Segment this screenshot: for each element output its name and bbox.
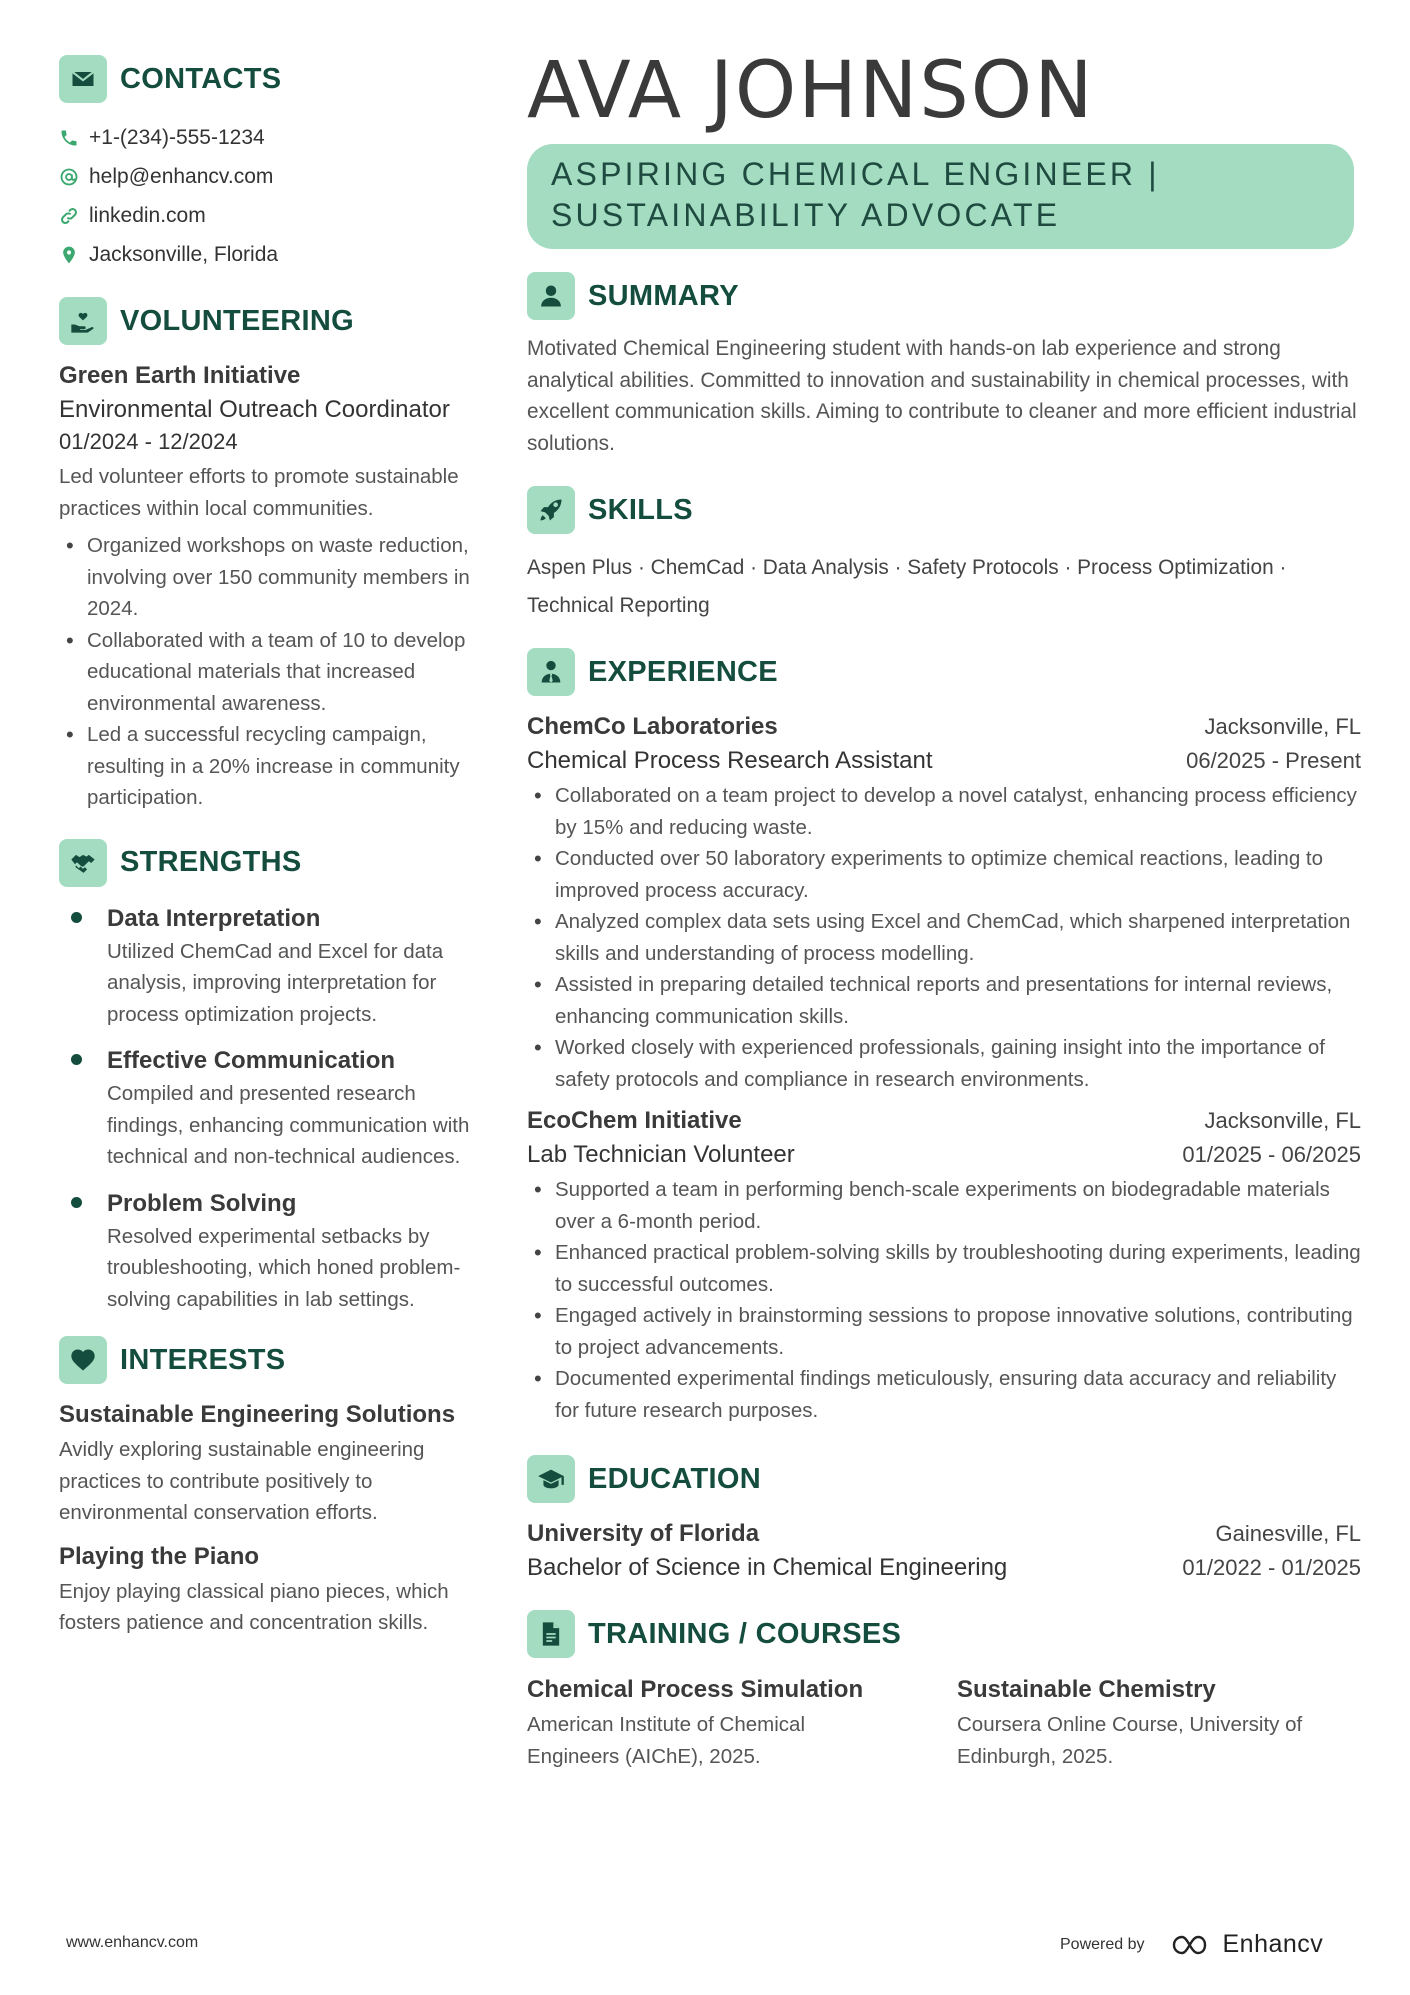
training-item — [957, 1673, 1361, 1772]
briefcase-user-icon — [527, 648, 575, 696]
rocket-icon — [527, 486, 575, 534]
summary-header — [527, 271, 1361, 321]
contact-location — [59, 235, 479, 274]
job-org: EcoChem Initiative — [527, 1107, 742, 1134]
hand-heart-icon — [59, 297, 107, 345]
skills-section — [527, 485, 1361, 625]
contact-phone-text: +1-(234)-555-1234 — [89, 125, 265, 149]
strength-text: Resolved experimental setbacks by troubleshooting, which honed problem-solving capabilities in lab settings. — [107, 1224, 461, 1311]
education-degree: Bachelor of Science in Chemical Engineering — [527, 1554, 1008, 1581]
interests-title: INTERESTS — [120, 1343, 286, 1376]
summary-text: Motivated Chemical Engineering student with hands-on lab experience and strong analytical abilities. Committed to innovation and sustainability in chemical processes, with excellent communication skills. Aiming to contribute to cleaner and more efficient industrial solutions. — [527, 337, 1357, 455]
volunteering-header — [59, 296, 479, 346]
training-item — [527, 1673, 957, 1772]
education-subheader-row — [527, 1553, 1361, 1583]
education-dates: 01/2022 - 01/2025 — [1182, 1555, 1361, 1580]
list-item: • Engaged actively in brainstorming sessions to propose innovative solutions, contributing to project advancements. — [527, 1300, 1361, 1363]
experience-header — [527, 647, 1361, 697]
job-subheader-row — [527, 746, 1361, 776]
interest-text: Avidly exploring sustainable engineering practices to contribute positively to environmental conservation efforts. — [59, 1438, 425, 1524]
education-header-row — [527, 1518, 1361, 1549]
enhancv-logo-text: Enhancv — [1222, 1930, 1324, 1958]
list-item: • Led a successful recycling campaign, resulting in a 20% increase in community participation. — [59, 719, 479, 814]
bullet-dot — [71, 912, 82, 923]
training-title: TRAINING / COURSES — [588, 1617, 902, 1650]
list-item: • Analyzed complex data sets using Excel and ChemCad, which sharpened interpretation skills and understanding of process modelling. — [527, 906, 1361, 969]
at-icon — [59, 167, 89, 187]
strength-text: Utilized ChemCad and Excel for data analysis, improving interpretation for process optimization projects. — [107, 939, 444, 1026]
summary-title: SUMMARY — [588, 279, 739, 312]
training-list — [527, 1673, 1361, 1772]
strength-title: Data Interpretation — [107, 904, 321, 932]
volunteering-section — [59, 296, 479, 814]
skills-header — [527, 485, 1361, 535]
job-bullets — [527, 780, 1361, 1095]
education-section — [527, 1454, 1361, 1583]
contact-email-text: help@enhancv.com — [89, 164, 274, 188]
job-header-row — [527, 1105, 1361, 1136]
contact-location-text: Jacksonville, Florida — [89, 242, 279, 266]
powered-by-label: Powered by — [1060, 1935, 1145, 1953]
training-item-text: Coursera Online Course, University of Edinburgh, 2025. — [957, 1713, 1303, 1768]
document-icon — [527, 1610, 575, 1658]
interests-header — [59, 1335, 479, 1385]
job-subheader-row — [527, 1140, 1361, 1170]
job-location: Jacksonville, FL — [1204, 714, 1361, 739]
volunteering-description: Led volunteer efforts to promote sustainable practices within local communities. — [59, 465, 459, 520]
training-item-title: Sustainable Chemistry — [957, 1676, 1216, 1703]
job-header-row — [527, 711, 1361, 742]
job-location: Jacksonville, FL — [1204, 1108, 1361, 1133]
list-item: • Enhanced practical problem-solving skills by troubleshooting during experiments, leading to successful outcomes. — [527, 1237, 1361, 1300]
volunteering-role: Environmental Outreach Coordinator — [59, 396, 450, 423]
link-icon — [59, 206, 89, 226]
location-icon — [59, 245, 89, 265]
graduation-cap-icon — [527, 1455, 575, 1503]
experience-job — [527, 1105, 1361, 1426]
strength-title: Problem Solving — [107, 1189, 297, 1217]
list-item: • Supported a team in performing bench-scale experiments on biodegradable materials over a 6-month period. — [527, 1174, 1361, 1237]
contacts-header — [59, 54, 479, 104]
contact-linkedin[interactable] — [59, 196, 479, 235]
strengths-section — [59, 838, 479, 1316]
list-item: • Worked closely with experienced professionals, gaining insight into the importance of safety protocols and compliance in research environments. — [527, 1032, 1361, 1095]
skills-text: Aspen Plus · ChemCad · Data Analysis · Safety Protocols · Process Optimization · Technical Reporting — [527, 556, 1287, 617]
headline-text: ASPIRING CHEMICAL ENGINEER | SUSTAINABILITY ADVOCATE — [551, 156, 1160, 233]
contacts-title: CONTACTS — [120, 62, 282, 95]
headline-banner — [527, 144, 1354, 249]
left-column — [59, 54, 479, 1639]
training-item-title: Chemical Process Simulation — [527, 1676, 864, 1703]
enhancv-logo[interactable] — [1171, 1930, 1324, 1959]
strength-item — [59, 902, 479, 1031]
job-org: ChemCo Laboratories — [527, 713, 778, 740]
job-dates: 06/2025 - Present — [1186, 748, 1361, 773]
list-item: • Collaborated on a team project to develop a novel catalyst, enhancing process efficiency by 15% and reducing waste. — [527, 780, 1361, 843]
contacts-section — [59, 54, 479, 274]
strength-text: Compiled and presented research findings, enhancing communication with technical and non-technical audiences. — [107, 1082, 470, 1168]
list-item: • Documented experimental findings meticulously, ensuring data accuracy and reliability for future research purposes. — [527, 1363, 1361, 1426]
experience-section — [527, 647, 1361, 1426]
heart-icon — [59, 1336, 107, 1384]
envelope-icon — [59, 55, 107, 103]
footer-branding — [1060, 1930, 1323, 1959]
list-item: • Assisted in preparing detailed technical reports and presentations for internal reviews, enhancing communication skills. — [527, 969, 1361, 1032]
footer-website[interactable]: www.enhancv.com — [66, 1934, 199, 1951]
job-dates: 01/2025 - 06/2025 — [1182, 1142, 1361, 1167]
skills-title: SKILLS — [588, 493, 693, 526]
contact-phone[interactable] — [59, 118, 479, 157]
user-icon — [527, 272, 575, 320]
contact-email[interactable] — [59, 157, 479, 196]
interest-title: Playing the Piano — [59, 1542, 260, 1570]
bullet-dot — [71, 1197, 82, 1208]
volunteering-bullets — [59, 530, 479, 814]
strengths-title: STRENGTHS — [120, 846, 302, 878]
right-column — [527, 46, 1361, 1772]
interests-section — [59, 1335, 479, 1639]
training-header — [527, 1609, 1361, 1659]
training-item-text: American Institute of Chemical Engineers (AIChE), 2025. — [527, 1713, 806, 1768]
strengths-header — [59, 838, 479, 888]
volunteering-dates: 01/2024 - 12/2024 — [59, 429, 238, 454]
handshake-icon — [59, 839, 107, 887]
list-item: • Organized workshops on waste reduction, involving over 150 community members in 2024. — [59, 530, 479, 625]
education-location: Gainesville, FL — [1215, 1521, 1361, 1546]
interest-title: Sustainable Engineering Solutions — [59, 1401, 456, 1428]
job-role: Chemical Process Research Assistant — [527, 747, 933, 774]
education-title: EDUCATION — [588, 1462, 761, 1495]
experience-title: EXPERIENCE — [588, 655, 778, 688]
interest-text: Enjoy playing classical piano pieces, which fosters patience and concentration skills. — [59, 1579, 449, 1634]
list-item: • Collaborated with a team of 10 to develop educational materials that increased environmental awareness. — [59, 625, 479, 720]
list-item: • Conducted over 50 laboratory experiments to optimize chemical reactions, leading to improved process accuracy. — [527, 843, 1361, 906]
training-section — [527, 1609, 1361, 1772]
job-bullets — [527, 1174, 1361, 1426]
education-school: University of Florida — [527, 1520, 760, 1547]
education-header — [527, 1454, 1361, 1504]
bullet-dot — [71, 1054, 82, 1065]
job-role: Lab Technician Volunteer — [527, 1141, 795, 1168]
volunteering-title: VOLUNTEERING — [120, 304, 354, 337]
phone-icon — [59, 128, 89, 148]
enhancv-logo-icon — [1171, 1932, 1217, 1958]
contact-linkedin-text: linkedin.com — [89, 203, 206, 227]
experience-job — [527, 711, 1361, 1095]
summary-section — [527, 271, 1361, 459]
strength-item — [59, 1044, 479, 1173]
strength-item — [59, 1187, 479, 1316]
strength-title: Effective Communication — [107, 1047, 396, 1074]
volunteering-org: Green Earth Initiative — [59, 362, 301, 389]
candidate-name: AVA JOHNSON — [527, 46, 1095, 136]
